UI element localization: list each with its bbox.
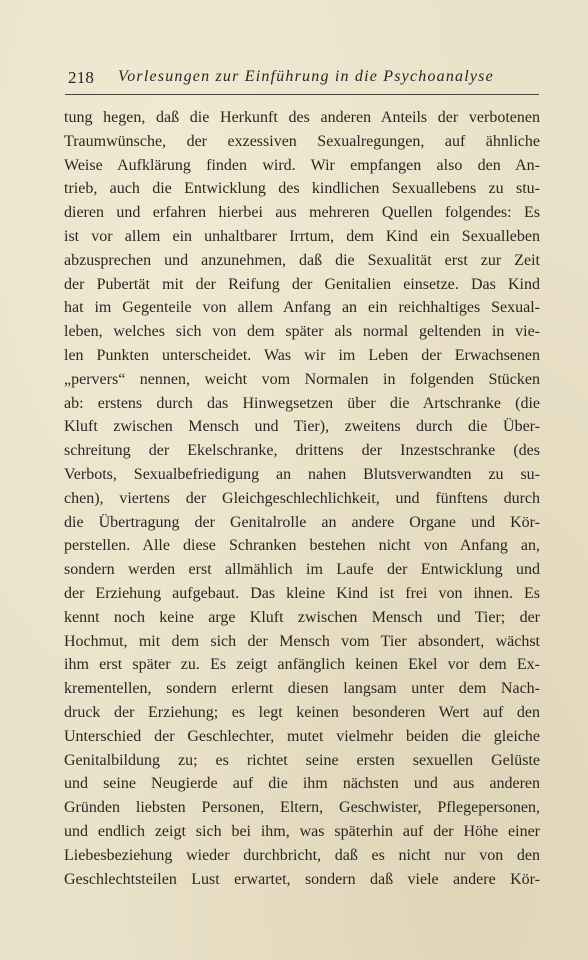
- text-line: len Punkten unterscheidet. Was wir im Leben der Erwachsenen: [64, 346, 540, 364]
- text-line: kennt noch keine arge Kluft zwischen Mensch und Tier; der: [64, 608, 540, 626]
- header-rule: [65, 94, 539, 95]
- text-line: leben, welches sich von dem später als normal geltenden in vie-: [64, 323, 540, 341]
- text-line: Genitalbildung zu; es richtet seine ersten sexuellen Gelüste: [64, 751, 540, 769]
- text-line: hat im Gegenteile von allem Anfang an ein reichhaltiges Sexual-: [64, 299, 540, 317]
- text-line: Hochmut, mit dem sich der Mensch vom Tier absondert, wächst: [64, 632, 540, 650]
- text-line: Liebesbeziehung wieder durchbricht, daß es nicht nur von den: [64, 846, 540, 864]
- page-header: [68, 68, 538, 90]
- text-line: tung hegen, daß die Herkunft des anderen Anteils der verbotenen: [64, 109, 540, 126]
- text-line: ab: erstens durch das Hinwegsetzen über die Artschranke (die: [64, 394, 540, 412]
- text-line: und endlich zeigt sich bei ihm, was späterhin auf der Höhe einer: [64, 822, 540, 840]
- text-line: Unterschied der Geschlechter, mutet vielmehr beiden die gleiche: [64, 727, 540, 745]
- body-text: [64, 106, 540, 891]
- text-line: Kluft zwischen Mensch und Tier), zweitens durch die Über-: [64, 418, 540, 436]
- text-line: und seine Neugierde auf die ihm nächsten und aus anderen: [64, 775, 540, 793]
- running-head: Vorlesungen zur Einführung in die Psychoanalyse: [118, 68, 494, 85]
- text-line: „pervers“ nennen, weicht vom Normalen in folgenden Stücken: [64, 370, 540, 388]
- text-line: druck der Erziehung; es legt keinen besonderen Wert auf den: [64, 703, 540, 721]
- text-line: perstellen. Alle diese Schranken bestehen nicht von Anfang an,: [64, 537, 540, 555]
- text-line: der Pubertät mit der Reifung der Genitalien einsetze. Das Kind: [64, 275, 540, 293]
- text-line: die Übertragung der Genitalrolle an andere Organe und Kör-: [64, 513, 540, 531]
- text-line: Geschlechtsteilen Lust erwartet, sondern daß viele andere Kör-: [64, 870, 540, 888]
- text-line: trieb, auch die Entwicklung des kindlichen Sexuallebens zu stu-: [64, 180, 540, 198]
- text-line: ihm erst später zu. Es zeigt anfänglich keinen Ekel vor dem Ex-: [64, 656, 540, 674]
- text-line: schreitung der Ekelschranke, drittens der Inzestschranke (des: [64, 442, 540, 460]
- text-line: Weise Aufklärung finden wird. Wir empfangen also den An-: [64, 156, 540, 174]
- text-line: der Erziehung aufgebaut. Das kleine Kind ist frei von ihnen. Es: [64, 584, 540, 602]
- text-line: sondern werden erst allmählich im Laufe der Entwicklung und: [64, 561, 540, 579]
- text-line: Verbots, Sexualbefriedigung an nahen Blutsverwandten zu su-: [64, 465, 540, 483]
- text-line: dieren und erfahren hierbei aus mehreren Quellen folgendes: Es: [64, 204, 540, 222]
- text-line: ist vor allem ein unhaltbarer Irrtum, dem Kind ein Sexualleben: [64, 227, 540, 245]
- text-line: krementellen, sondern erlernt diesen langsam unter dem Nach-: [64, 680, 540, 698]
- text-line: abzusprechen und anzunehmen, daß die Sexualität erst zur Zeit: [64, 251, 540, 269]
- text-line: Traumwünsche, der exzessiven Sexualregungen, auf ähnliche: [64, 132, 540, 150]
- text-line: Gründen liebsten Personen, Eltern, Geschwister, Pflegepersonen,: [64, 799, 540, 817]
- page-number: 218: [68, 68, 95, 87]
- text-line: chen), viertens der Gleichgeschlechlichkeit, und fünftens durch: [64, 489, 540, 507]
